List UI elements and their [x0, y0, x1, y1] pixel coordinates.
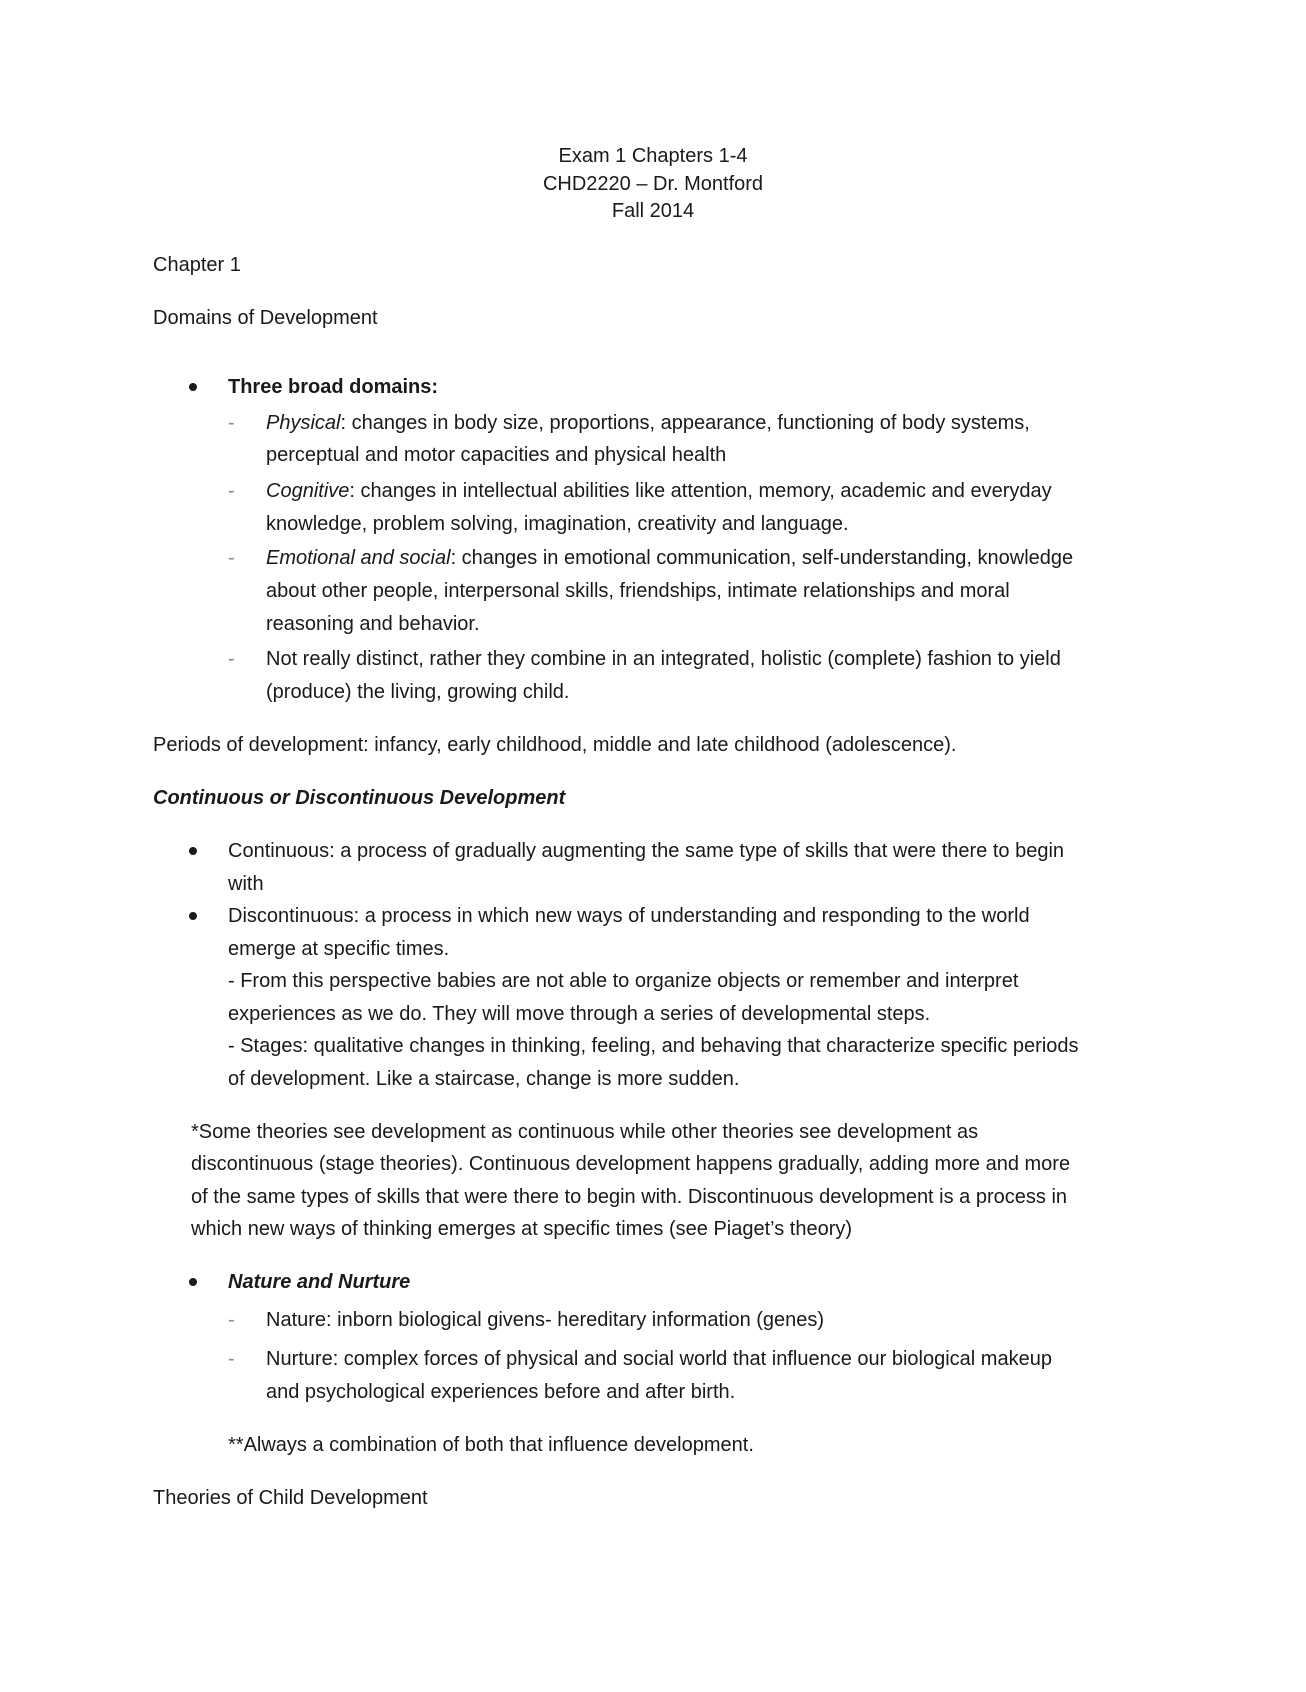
domain-cognitive-line2: knowledge, problem solving, imagination, creativity and language.: [266, 513, 849, 535]
dash-icon: -: [228, 480, 235, 502]
nature-heading: Nature and Nurture: [228, 1271, 411, 1293]
bullet-icon: [189, 912, 197, 920]
domains-bullet-label: Three broad domains:: [228, 376, 439, 398]
dash-icon: -: [228, 412, 235, 434]
nurture-item: Nurture: complex forces of physical and social world that influence our biological makeup: [266, 1348, 1052, 1370]
domain-emotional: [266, 545, 1073, 571]
continuous-bullet: Continuous: a process of gradually augmenting the same type of skills that were there to begin: [228, 840, 1065, 862]
domain-physical: [266, 410, 1030, 436]
discontinuous-bullet-line2: emerge at specific times.: [228, 938, 450, 960]
discontinuous-bullet-line6: of development. Like a staircase, change is more sudden.: [228, 1068, 740, 1090]
domain-integrated-line2: (produce) the living, growing child.: [266, 681, 570, 703]
nature-note: **Always a combination of both that influence development.: [228, 1434, 754, 1456]
domain-emotional-desc: : changes in emotional communication, self-understanding, knowledge: [450, 547, 1074, 569]
bullet-icon: [189, 1278, 197, 1286]
continuous-heading: Continuous or Discontinuous Development: [153, 787, 566, 809]
theories-note-line4: which new ways of thinking emerges at specific times (see Piaget’s theory): [191, 1218, 853, 1240]
discontinuous-bullet: Discontinuous: a process in which new ways of understanding and responding to the world: [228, 905, 1030, 927]
domain-physical-term: Physical: [266, 412, 341, 434]
bullet-icon: [189, 383, 197, 391]
domain-cognitive-term: Cognitive: [266, 480, 350, 502]
theories-note: *Some theories see development as continuous while other theories see development as: [191, 1121, 979, 1143]
domain-emotional-line3: reasoning and behavior.: [266, 613, 480, 635]
doc-course: CHD2220 – Dr. Montford: [542, 173, 764, 195]
domain-physical-line2: perceptual and motor capacities and physical health: [266, 444, 727, 466]
domain-cognitive-desc: : changes in intellectual abilities like attention, memory, academic and everyday: [349, 480, 1052, 502]
dash-icon: -: [228, 648, 235, 670]
dash-icon: -: [228, 1309, 235, 1331]
continuous-bullet-line2: with: [228, 873, 264, 895]
domain-physical-desc: : changes in body size, proportions, appearance, functioning of body systems,: [340, 412, 1030, 434]
domains-heading: Domains of Development: [153, 307, 378, 329]
discontinuous-bullet-line5: - Stages: qualitative changes in thinking, feeling, and behaving that characterize specific periods: [228, 1035, 1079, 1057]
periods-text: Periods of development: infancy, early childhood, middle and late childhood (adolescence).: [153, 734, 957, 756]
domain-integrated: Not really distinct, rather they combine in an integrated, holistic (complete) fashion to yield: [266, 648, 1061, 670]
bullet-icon: [189, 847, 197, 855]
domain-cognitive: [266, 478, 1052, 504]
domain-emotional-term: Emotional and social: [266, 547, 451, 569]
theories-note-line3: of the same types of skills that were there to begin with. Discontinuous development is a process in: [191, 1186, 1068, 1208]
discontinuous-bullet-line3: - From this perspective babies are not able to organize objects or remember and interpret: [228, 970, 1019, 992]
theories-note-line2: discontinuous (stage theories). Continuous development happens gradually, adding more and more: [191, 1153, 1071, 1175]
discontinuous-bullet-line4: experiences as we do. They will move through a series of developmental steps.: [228, 1003, 931, 1025]
theories-heading: Theories of Child Development: [153, 1487, 428, 1509]
dash-icon: -: [228, 547, 235, 569]
dash-icon: -: [228, 1348, 235, 1370]
doc-title: Exam 1 Chapters 1-4: [558, 145, 748, 167]
nurture-item-line2: and psychological experiences before and after birth.: [266, 1381, 736, 1403]
doc-term: Fall 2014: [611, 200, 695, 222]
nature-item: Nature: inborn biological givens- hereditary information (genes): [266, 1309, 825, 1331]
domain-emotional-line2: about other people, interpersonal skills, friendships, intimate relationships and moral: [266, 580, 1010, 602]
chapter-heading: Chapter 1: [153, 254, 241, 276]
